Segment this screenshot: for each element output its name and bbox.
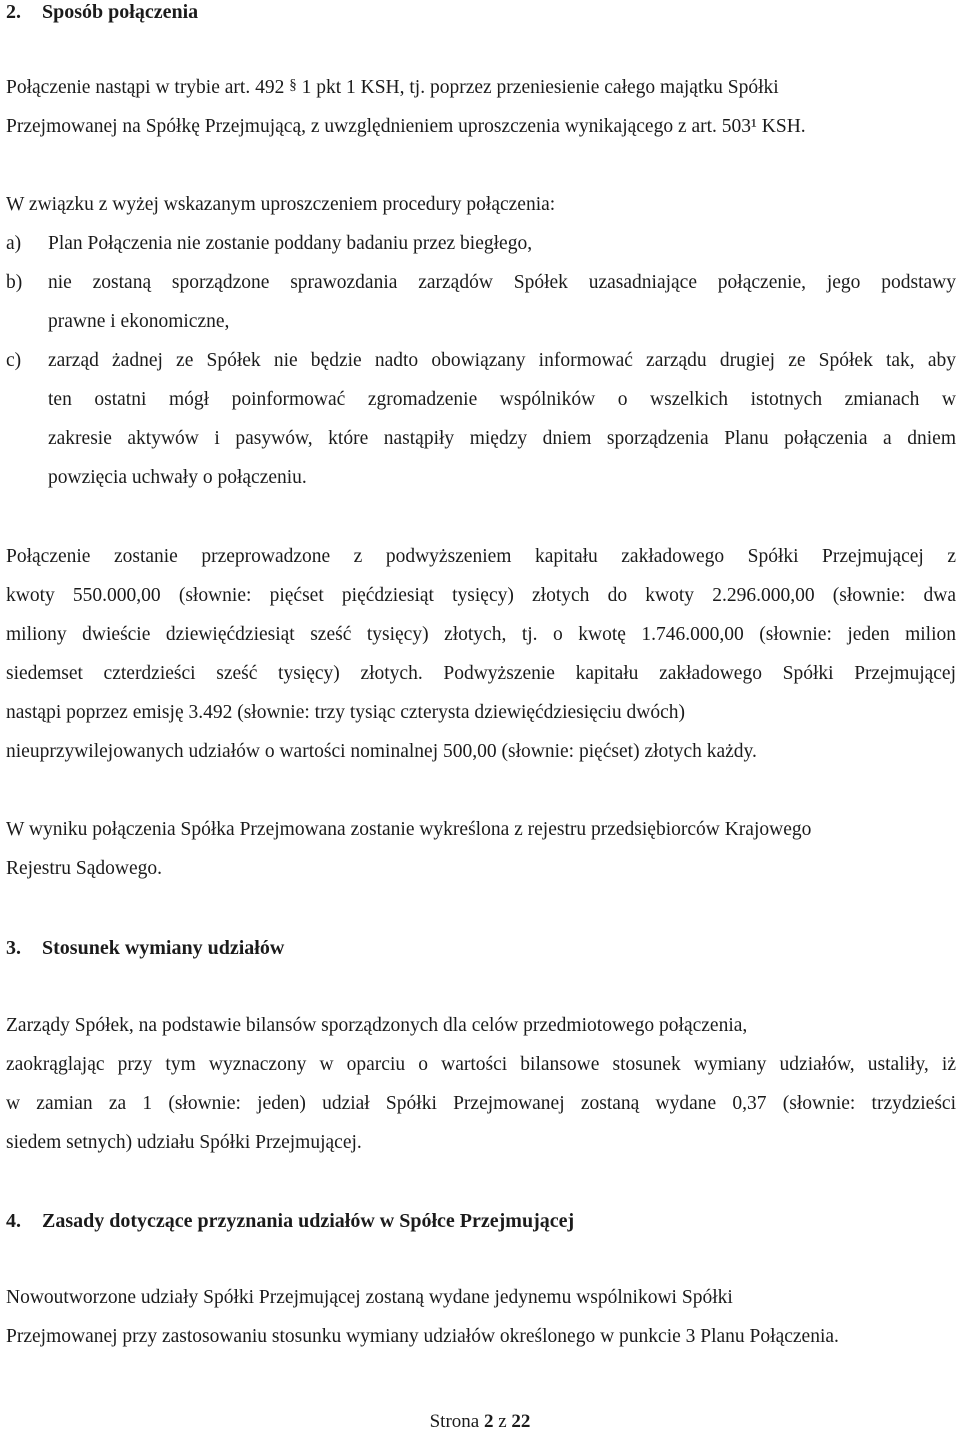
list-item-b-line-2: prawne i ekonomiczne, [48, 311, 230, 332]
section-sign: § [289, 77, 297, 93]
section-2-paragraph-2-line-1: Połączenie zostanie przeprowadzone z podwyższeniem kapitału zakładowego Spółki Przejmującej z [6, 546, 956, 567]
section-2-paragraph-2-line-4: siedemset czterdzieści sześć tysięcy) złotych. Podwyższenie kapitału zakładowego Spółki Przejmującej [6, 663, 956, 684]
section-3-paragraph-line-1: Zarządy Spółek, na podstawie bilansów sporządzonych dla celów przedmiotowego połączenia, [6, 1015, 748, 1036]
list-item-c-line-4: powzięcia uchwały o połączeniu. [48, 467, 307, 488]
page-total: 22 [511, 1411, 531, 1432]
section-2-paragraph-2-line-6: nieuprzywilejowanych udziałów o wartości nominalnej 500,00 (słownie: pięćset) złotych każdy. [6, 741, 757, 762]
section-2-paragraph-1-line-1: Połączenie nastąpi w trybie art. 492 § 1 pkt 1 KSH, tj. poprzez przeniesienie całego majątku Spółki [6, 77, 779, 98]
list-label-b: b) [6, 272, 23, 293]
page-number: 2 [483, 1411, 494, 1432]
section-2-intro: W związku z wyżej wskazanym uproszczeniem procedury połączenia: [6, 194, 556, 215]
section-4-heading: 4. Zasady dotyczące przyznania udziałów w Spółce Przejmującej [6, 1210, 575, 1232]
section-2-paragraph-2-line-2: kwoty 550.000,00 (słownie: pięćset pięćdziesiąt tysięcy) złotych do kwoty 2.296.000,00 (słownie: dwa [6, 585, 956, 606]
list-item-a-line-1: Plan Połączenia nie zostanie poddany badaniu przez biegłego, [48, 233, 533, 254]
section-2-heading: 2. Sposób połączenia [6, 1, 199, 23]
section-2-paragraph-1-line-2: Przejmowanej na Spółkę Przejmującą, z uwzględnieniem uproszczenia wynikającego z art. 503¹ KSH. [6, 116, 806, 137]
section-3-paragraph-line-4: siedem setnych) udziału Spółki Przejmującej. [6, 1132, 362, 1153]
section-2-paragraph-3-line-2: Rejestru Sądowego. [6, 858, 162, 879]
list-item-c-line-1: zarząd żadnej ze Spółek nie będzie nadto obowiązany informować zarządu drugiej ze Spółek tak, aby [48, 350, 956, 371]
section-4-paragraph-line-2: Przejmowanej przy zastosowaniu stosunku wymiany udziałów określonego w punkcie 3 Planu Połączenia. [6, 1326, 839, 1347]
page-footer: Strona 2 z 22 [429, 1411, 531, 1432]
list-label-c: c) [6, 350, 22, 371]
section-4-paragraph-line-1: Nowoutworzone udziały Spółki Przejmującej zostaną wydane jedynemu wspólnikowi Spółki [6, 1287, 733, 1308]
list-label-a: a) [6, 233, 22, 254]
section-3-heading: 3. Stosunek wymiany udziałów [6, 937, 285, 959]
list-item-c-line-3: zakresie aktywów i pasywów, które nastąpiły między dniem sporządzenia Planu połączenia a dniem [48, 428, 956, 449]
list-item-b-line-1: nie zostaną sporządzone sprawozdania zarządów Spółek uzasadniające połączenie, jego podstawy [48, 272, 956, 293]
section-3-paragraph-line-2: zaokrąglając przy tym wyznaczony w oparciu o wartości bilansowe stosunek wymiany udziałów, ustaliły, iż [6, 1054, 956, 1075]
section-2-paragraph-3-line-1: W wyniku połączenia Spółka Przejmowana zostanie wykreślona z rejestru przedsiębiorców Krajowego [6, 819, 812, 840]
section-3-paragraph-line-3: w zamian za 1 (słownie: jeden) udział Spółki Przejmowanej zostaną wydane 0,37 (słownie: trzydzieści [6, 1093, 956, 1114]
section-2-paragraph-2-line-3: miliony dwieście dziewięćdziesiąt sześć tysięcy) złotych, tj. o kwotę 1.746.000,00 (słownie: jeden milion [6, 624, 956, 645]
list-item-c-line-2: ten ostatni mógł poinformować zgromadzenie wspólników o wszelkich istotnych zmianach w [48, 389, 956, 410]
section-2-paragraph-2-line-5: nastąpi poprzez emisję 3.492 (słownie: trzy tysiąc czterysta dziewięćdziesięciu dwóch) [6, 702, 685, 723]
